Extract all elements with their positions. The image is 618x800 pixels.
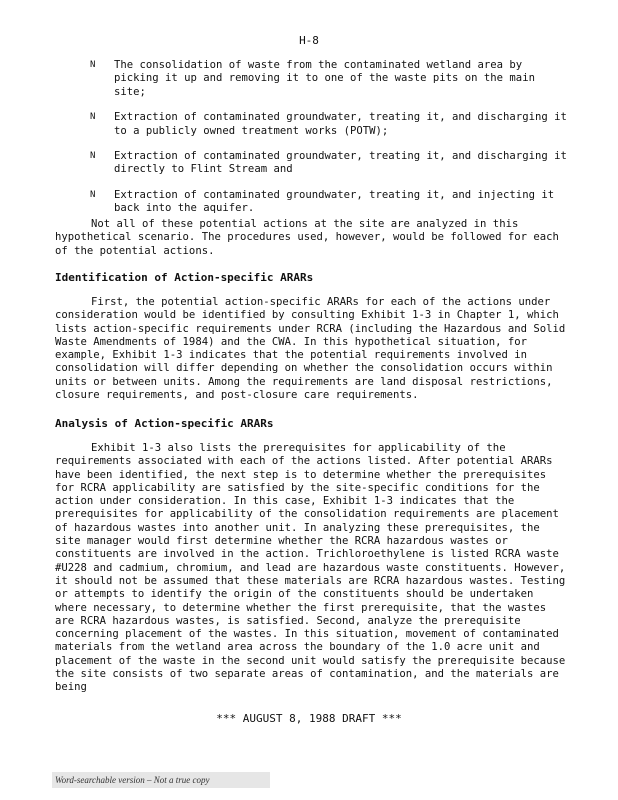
bullet-marker: N (90, 112, 96, 123)
bullet-marker: N (90, 151, 96, 162)
bullet-text: The consolidation of waste from the contaminated wetland area by picking it up and removing it to one of the waste pits on the main site; (114, 59, 535, 98)
paragraph-text: First, the potential action-specific ARARs for each of the actions under consideration would be identified by consulting Exhibit 1-3 in Chapter 1, which lists action-specific requirements under RCRA (including the Hazardous and Solid Waste Amendments of 1984) and the CWA. In this hypothetical situation, for example, Exhibit 1-3 indicates that the potential requirements involved in consolidation will differ depending on whether the consolidation occurs within units or between units. Among the requirements are land disposal restrictions, closure requirements, and post-closure care requirements. (55, 296, 566, 402)
paragraph-text: Exhibit 1-3 also lists the prerequisites for applicability of the requirements associated with each of the actions listed. After potential ARARs have been identified, the next step is to determine whether the prerequisites for RCRA applicability are satisfied by the site-specific conditions for the action under consideration. In this case, Exhibit 1-3 indicates that the prerequisites for applicability of the consolidation requirements are placement of hazardous wastes into another unit. In analyzing these prerequisites, the site manager would first determine whether the RCRA hazardous wastes or constituents are involved in the action. Trichloroethylene is listed RCRA waste #U228 and cadmium, chromium, and lead are hazardous waste constituents. However, it should not be assumed that these materials are RCRA hazardous wastes. Testing or attempts to identify the origin of the constituents should be undertaken where necessary, to determine whether the first prerequisite, that the wastes are RCRA hazardous wastes, is satisfied. Second, analyze the prerequisite concerning placement of the wastes. In this situation, movement of contaminated materials from the wetland area across the boundary of the 1.0 acre unit and placement of the waste in the second unit would satisfy the prerequisite because the site consists of two separate areas of contamination, and the materials are being (55, 442, 566, 694)
bullet-text: Extraction of contaminated groundwater, treating it, and injecting it back into the aquifer. (114, 188, 555, 215)
section-heading-identification: Identification of Action-specific ARARs (55, 271, 314, 284)
list-item (90, 189, 570, 216)
list-item (90, 59, 570, 99)
bullet-list (90, 59, 570, 228)
list-item (90, 111, 570, 138)
page-number: H-8 (299, 34, 319, 47)
watermark-label: Word-searchable version – Not a true copy (52, 772, 270, 788)
bullet-text: Extraction of contaminated groundwater, treating it, and discharging it to a publicly owned treatment works (POTW); (114, 111, 567, 137)
paragraph-text: Not all of these potential actions at the site are analyzed in this hypothetical scenario. The procedures used, however, would be followed for each of the potential actions. (55, 218, 559, 257)
bullet-text: Extraction of contaminated groundwater, treating it, and discharging it directly to Flint Stream and (114, 150, 567, 176)
bullet-marker: N (90, 60, 96, 70)
bullet-marker: N (90, 189, 96, 200)
section-heading-analysis: Analysis of Action-specific ARARs (55, 417, 274, 430)
draft-footer: *** AUGUST 8, 1988 DRAFT *** (216, 712, 402, 725)
intro-paragraph (55, 218, 570, 258)
identification-paragraph (55, 296, 570, 402)
analysis-paragraph (55, 442, 570, 695)
list-item (90, 150, 570, 177)
